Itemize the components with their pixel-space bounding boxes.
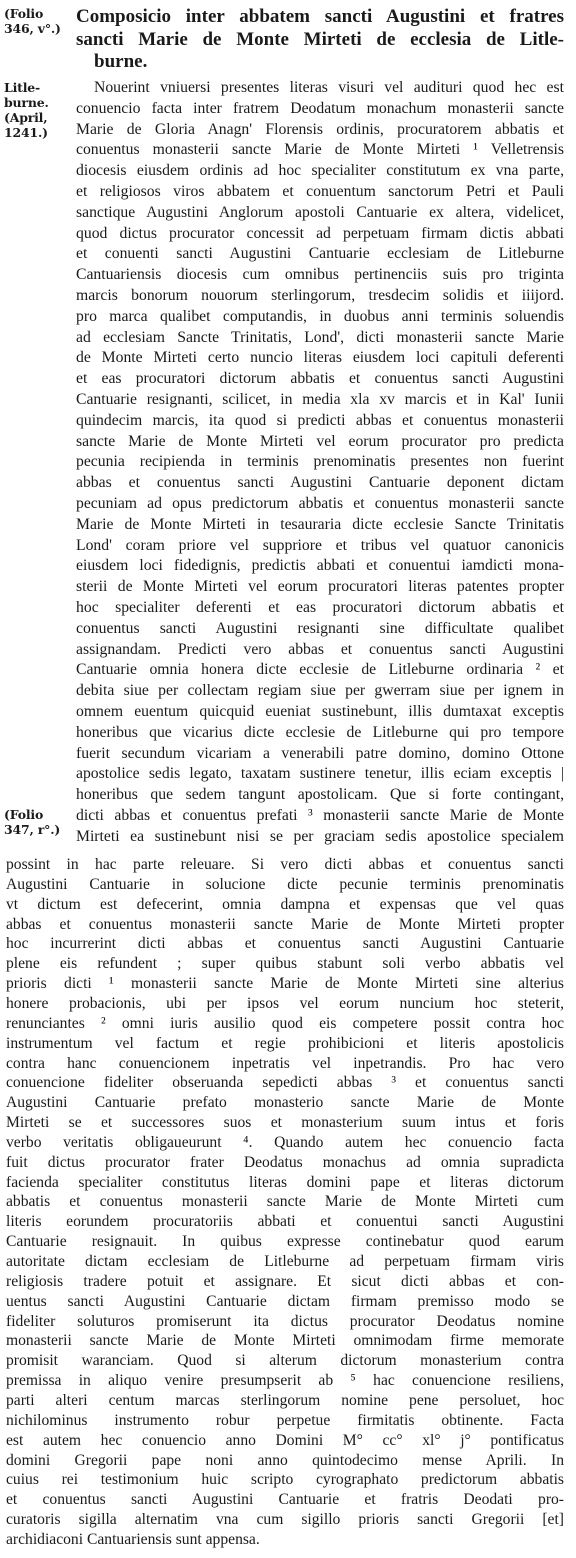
margin-note-line: Litle- — [4, 80, 41, 95]
text-line: hoc incurrerint dicti abbas et conuentus sancti Augustini Cantuarie — [6, 935, 564, 953]
text-line: premissa in aliquo venire presumpserit ab ⁵ hac conuencione resiliens, — [6, 1372, 564, 1390]
text-line: possint in hac parte releuare. Si vero dicti abbas et conuentus sancti — [6, 856, 564, 873]
text-line: Augustini Cantuarie in solucione dicte pecunie terminis prenominatis — [6, 875, 564, 893]
text-line: dicti abbas et conuentus prefati ³ monasterii sancte Marie de Monte — [76, 807, 564, 824]
margin-note-folio-346 — [4, 6, 74, 36]
text-line: Lond' coram priore vel suppriore et tribus vel quatuor canonicis — [76, 536, 564, 554]
text-line: ad ecclesiam Sancte Trinitatis, Lond', dicti monasterii sancte Marie — [76, 328, 564, 346]
heading-line: sancti Marie de Monte Mirteti de ecclesia de Litle- — [76, 28, 564, 50]
text-line: conuencio facta inter fratrem Deodatum monachum monasterii sancte — [76, 99, 564, 117]
heading-line: Composicio inter abbatem sancti Augustini et fratres — [76, 6, 564, 27]
text-line: eiusdem loci fidedignis, predictis abbati et conuentui iamdicti mona- — [76, 557, 564, 575]
text-line: facienda specialiter constitutus literas domini pape et literas dictorum — [6, 1173, 564, 1191]
text-line: est autem hec conuencio anno Domini M° cc° xl° j° pontificatus — [6, 1431, 564, 1449]
text-line: parti alteri centum marcas sterlingorum nomine pene persoluet, hoc — [6, 1391, 564, 1409]
text-line: Cantuarie omnia honera dicte ecclesie de Litleburne ordinaria ² et — [76, 661, 564, 679]
text-line: religiosis tradere potuit et assignare. Et sicut dicti abbas et con- — [6, 1272, 564, 1290]
margin-note-folio-347 — [4, 807, 74, 837]
text-line: fuerit secundum vicariam a venerabili patre domino, domino Ottone — [76, 744, 564, 762]
text-line: quod dictus procurator concessit ad perpetuam firmam dictis abbati — [76, 224, 564, 242]
text-line: pro marca qualibet computandis, in duobus anni terminis soluendis — [76, 307, 564, 325]
text-line: literis eorundem procuratoriis abbati et conuentui sancti Augustini — [6, 1213, 564, 1231]
text-line: sancte Marie de Monte Mirteti vel eorum procurator pro predicta — [76, 432, 564, 450]
text-line: Mirteti se et successores suos et monasterium suum intus et foris — [6, 1114, 564, 1132]
text-line: apostolice sedis legato, taxatam sustinere tenetur, illis eciam exceptis | — [76, 765, 564, 783]
text-line: prioris dicti ¹ monasterii sancte Marie de Monte Mirteti sine alterius — [6, 975, 564, 993]
text-line: omnem euentum quicquid eueniat sustinebunt, illis dumtaxat exceptis — [76, 703, 564, 720]
margin-note-litleburne — [4, 80, 74, 140]
text-line: fideliter soluturos promiserunt ita dictus procurator Deodatus nomine — [6, 1312, 564, 1330]
text-line: marcis bonorum nouorum sterlingorum, tresdecim solidis et iiijord. — [76, 287, 564, 304]
text-line: renunciantes ² omni iuris ausilio quod eis competere possit contra hoc — [6, 1014, 564, 1032]
text-line: Cantuarie resignanti, scilicet, in media xla xv marcis et in Kal' Iunii — [76, 391, 564, 408]
text-line: hoc specialiter deferenti et eas procuratori dictorum abbatis et — [76, 599, 564, 616]
text-line: autoritate dictam ecclesiam de Litleburne ad perpetuam firmam viris — [6, 1253, 564, 1270]
margin-note-line: burne. — [4, 95, 49, 110]
margin-note-line: (Folio — [4, 807, 44, 822]
text-line: Nouerint vniuersi presentes literas visuri vel audituri quod hec est — [94, 79, 564, 96]
text-line: Marie de Monte Mirteti in tesauraria dicte ecclesie Sancte Trinitatis — [76, 515, 564, 533]
text-line: abbas et conuentus monasterii sancte Marie de Monte Mirteti propter — [6, 915, 564, 933]
text-line: promisit waranciam. Quod si alterum dictorum monasterium contra — [6, 1352, 564, 1370]
text-line: sanctique Augustini Anglorum apostoli Cantuarie ex altera, videlicet, — [76, 203, 564, 221]
margin-note-line: 347, r°.) — [4, 822, 61, 837]
text-line: Cantuarie resignauit. In quibus expresse continebatur quod earum — [6, 1233, 564, 1251]
text-line: nichilominus instrumento robur perpetue firmitatis obtinente. Facta — [6, 1411, 564, 1429]
text-line: diocesis eiusdem ordinis ad hoc specialiter constitutum ex vna parte, — [76, 162, 564, 180]
text-line: pecunia recipienda in terminis prenominatis presentes non fuerint — [76, 453, 564, 471]
text-line: Marie de Gloria Anagn' Florensis ordinis, procuratorem abbatis et — [76, 120, 564, 138]
text-line: monasterii sancte Marie de Monte Mirteti omnimodam firme memorate — [6, 1332, 564, 1350]
text-line: et conuenti sancti Augustini Cantuarie ecclesiam de Litleburne — [76, 245, 564, 263]
text-line: honere probacionis, ubi per ipsos vel eorum nuncium hoc steterit, — [6, 994, 564, 1012]
text-line: contra hanc conuencionem inpetratis vel inpetrandis. Pro hac vero — [6, 1054, 564, 1072]
text-line: debita siue per collectam regiam siue per gwerram siue per ignem in — [76, 682, 564, 700]
text-line: de Monte Mirteti certo nuncio literas eiusdem loci capituli deferenti — [76, 349, 564, 367]
document-heading — [76, 6, 564, 74]
margin-note-line: (April, — [4, 110, 48, 125]
text-line: conuentus sancti Augustini resignanti sine difficultate qualibet — [76, 619, 564, 637]
text-line: honeribus que vicarius dicte ecclesie de Litleburne qui pro tempore — [76, 723, 564, 741]
text-line: conuencione fideliter obseruanda sepedicti abbas ³ et conuentus sancti — [6, 1074, 564, 1092]
text-line: pecuniam ad opus predictorum abbatis et conuentus monasterii sancte — [76, 495, 564, 512]
heading-line: burne. — [94, 51, 148, 72]
text-line: et religiosos viros abbatem et conuentum sanctorum Petri et Pauli — [76, 183, 564, 200]
text-line: Cantuariensis diocesis cum omnibus pertinenciis suis pro triginta — [76, 266, 564, 284]
text-line: fuit dictus procurator frater Deodatus monachus ad omnia supradicta — [6, 1153, 564, 1171]
text-line: vt dictum est defecerint, omnia dampna et expensas que vel quas — [6, 895, 564, 913]
text-line: abbas et conuentus sancti Augustini Cantuarie deponent dictam — [76, 474, 564, 492]
text-line: assignandam. Predicti vero abbas et conuentus sancti Augustini — [76, 640, 564, 658]
margin-note-line: 1241.) — [4, 125, 48, 140]
text-line: verbo veritatis obligaueurunt ⁴. Quando autem hec conuencio facta — [6, 1133, 564, 1151]
text-line: et conuentus sancti Augustini Cantuarie et fratris Deodati pro- — [6, 1491, 564, 1509]
text-line: honeribus que sedem tangunt apostolicam. Que si forte contingant, — [76, 786, 564, 804]
text-line: curatoris sigilla alternatim vna cum sigillo prioris sancti Gregorii [et] — [6, 1511, 564, 1529]
text-line: et eas procuratori dictorum abbatis et conuentus sancti Augustini — [76, 370, 564, 388]
text-line: Mirteti ea sustinebunt nisi se per graciam sedis apostolice specialem — [76, 827, 564, 845]
text-line: sterii de Monte Mirteti vel eorum procuratori literas patentes propter — [76, 578, 564, 596]
text-line: quindecim marcis, ita quod si predicti abbas et conuentus monasterii — [76, 411, 564, 429]
text-line: conuentus monasterii sancte Marie de Monte Mirteti ¹ Velletrensis — [76, 141, 564, 159]
text-line: archidiaconi Cantuariensis sunt appensa. — [6, 1530, 260, 1548]
text-line: instrumentum vel factum et regie prohibicioni et literis apostolicis — [6, 1034, 564, 1052]
text-line: plene eis refundent ; super quibus stabunt soli verbo abbatis vel — [6, 955, 564, 973]
text-line: Augustini Cantuarie prefato monasterio sancte Marie de Monte — [6, 1094, 564, 1112]
margin-note-line: (Folio — [4, 6, 44, 21]
text-line: abbatis et conuentus monasterii sancte Marie de Monte Mirteti cum — [6, 1193, 564, 1211]
text-line: uentus sancti Augustini Cantuarie dictam firmam premisso modo se — [6, 1292, 564, 1310]
margin-note-line: 346, v°.) — [4, 21, 61, 36]
text-line: cuius rei testimonium huic scripto cyrographato predictorum abbatis — [6, 1471, 564, 1489]
text-line: domini Gregorii pape noni anno quintodecimo mense Aprili. In — [6, 1451, 564, 1469]
